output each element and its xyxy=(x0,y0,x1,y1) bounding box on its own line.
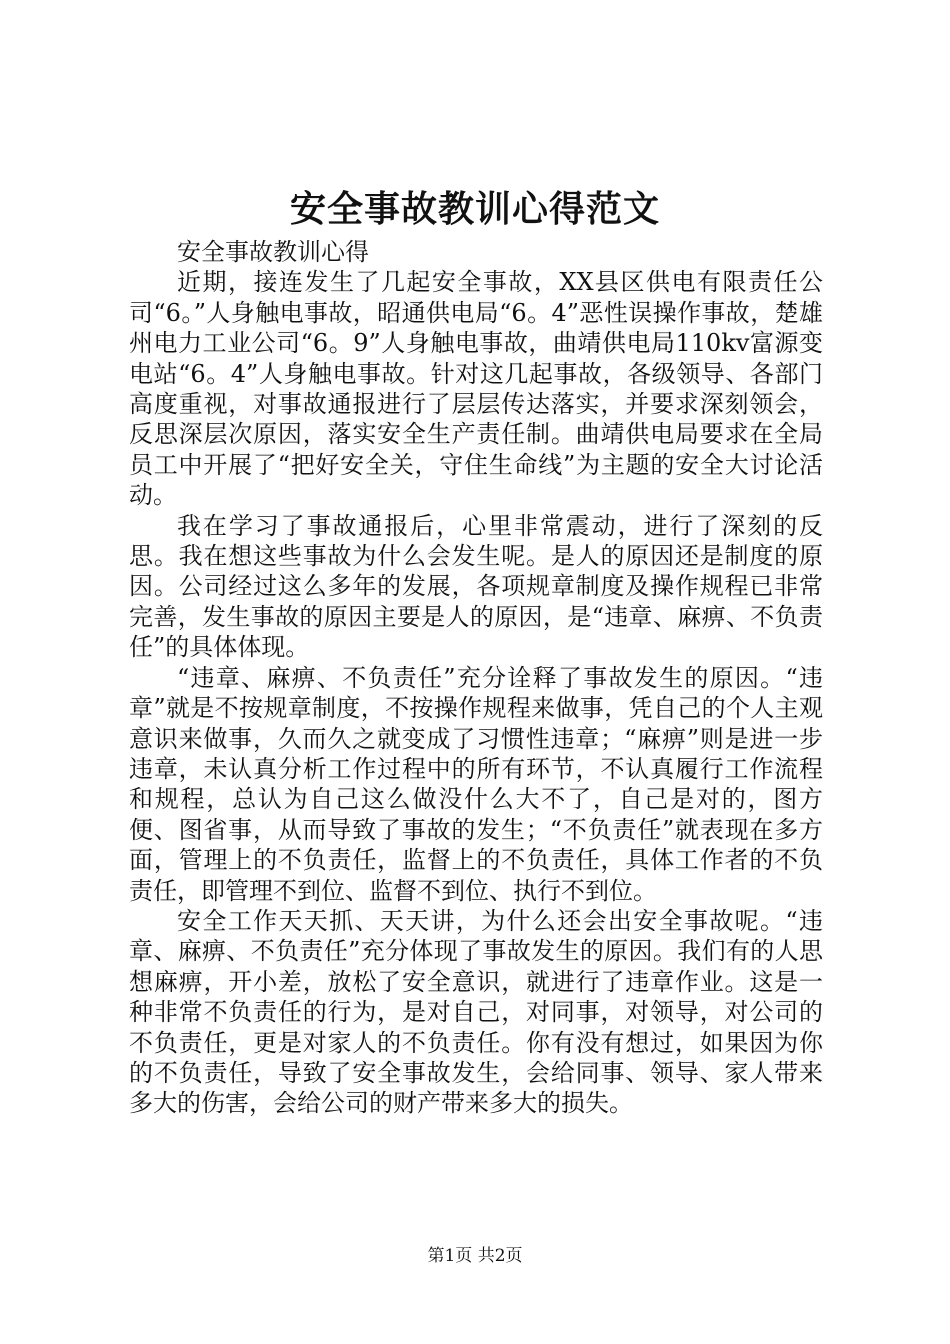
paragraph: 安全工作天天抓、天天讲，为什么还会出安全事故呢。“违章、麻痹、不负责任”充分体现了事故发生的原因。我们有的人思想麻痹，开小差，放松了安全意识，就进行了违章作业。这是一种非常不负责任的行为，是对自己，对同事，对领导，对公司的不负责任，更是对家人的不负责任。你有没有想过，如果因为你的不负责任，导致了安全事故发生，会给同事、领导、家人带来多大的伤害，会给公司的财产带来多大的损失。 xyxy=(129,906,823,1118)
paragraph: 我在学习了事故通报后，心里非常震动，进行了深刻的反思。我在想这些事故为什么会发生呢。是人的原因还是制度的原因。公司经过这么多年的发展，各项规章制度及操作规程已非常完善，发生事故的原因主要是人的原因，是“违章、麻痹、不负责任”的具体体现。 xyxy=(129,511,823,662)
paragraph: 近期，接连发生了几起安全事故，XX县区供电有限责任公司“6。”人身触电事故，昭通供电局“6。4”恶性误操作事故，楚雄州电力工业公司“6。9”人身触电事故，曲靖供电局110kv富源变电站“6。4”人身触电事故。针对这几起事故，各级领导、各部门高度重视，对事故通报进行了层层传达落实，并要求深刻领会，反思深层次原因，落实安全生产责任制。曲靖供电局要求在全局员工中开展了“把好安全关，守住生命线”为主题的安全大讨论活动。 xyxy=(129,268,823,510)
page-title: 安全事故教训心得范文 xyxy=(289,188,660,230)
paragraph: “违章、麻痹、不负责任”充分诠释了事故发生的原因。“违章”就是不按规章制度，不按操作规程来做事，凭自己的个人主观意识来做事，久而久之就变成了习惯性违章；“麻痹”则是进一步违章，未认真分析工作过程中的所有环节，不认真履行工作流程和规程，总认为自己这么做没什么大不了，自己是对的，图方便、图省事，从而导致了事故的发生；“不负责任”就表现在多方面，管理上的不负责任，监督上的不负责任，具体工作者的不负责任，即管理不到位、监督不到位、执行不到位。 xyxy=(129,663,823,905)
page-number-footer: 第1页 共2页 xyxy=(427,1246,523,1266)
paragraph-subtitle: 安全事故教训心得 xyxy=(177,238,369,266)
document-body xyxy=(129,237,823,1119)
